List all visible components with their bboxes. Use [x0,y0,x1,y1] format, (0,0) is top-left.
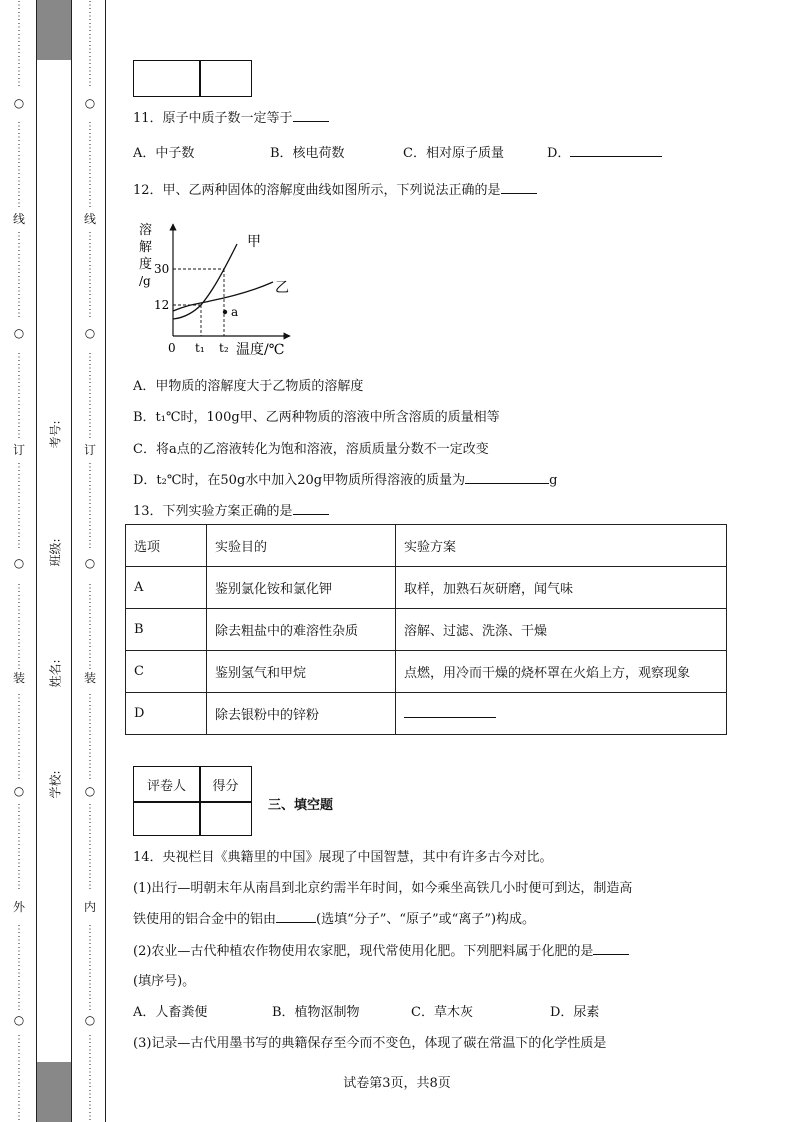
table-row [126,651,727,693]
q14-part1-line2-a: 铁使用的铝合金中的铝由 [133,912,277,927]
inner-circle-4: ○ [84,784,96,798]
binding-strip-bottom [36,1062,71,1122]
q11-option-d-label: D． [547,146,571,161]
q14-part1-line2-b: (选填“分子”、“原子”或“离子”)构成。 [316,912,536,927]
q14-option-c: C．草木灰 [411,1005,473,1020]
binding-line-mid [71,0,72,1122]
q12-answer-blank[interactable] [501,181,537,194]
graph-xtick-t1: t₁ [195,341,205,355]
table-cell: 点燃，用冷而干燥的烧杯罩在火焰上方，观察现象 [396,651,727,693]
inner-circle-5: ○ [84,1013,96,1027]
outer-circle-4: ○ [13,784,25,798]
q12-stem-text: 12．甲、乙两种固体的溶解度曲线如图所示，下列说法正确的是 [133,183,501,198]
graph-xtick-t2: t₂ [219,341,229,355]
label-class: 班级: [48,538,63,567]
q12-option-d [133,469,557,488]
q11-option-d-blank[interactable] [570,144,662,157]
inner-circle-2: ○ [84,326,96,340]
table-header-row [126,525,727,567]
graph-ylabel-3: 度 [139,257,153,272]
table-cell: B [126,609,207,651]
q14-part1-line1: (1)出行—明朝末年从南昌到北京约需半年时间，如今乘坐高铁几小时便可到达，制造高 [133,881,633,896]
score-box-score-label: 得分 [212,779,239,794]
table-cell: 取样，加熟石灰研磨，闻气味 [396,567,727,609]
table-cell: 鉴别氢气和甲烷 [207,651,396,693]
q12-option-b: B．t₁℃时，100g甲、乙两种物质的溶液中所含溶质的质量相等 [133,410,500,425]
outer-dot-column: ⋮ ⋮ ⋮ ⋮ ⋮ ⋮ ⋮ ⋮ ⋮ ⋮ ⋮ ⋮ ⋮ ⋮ ⋮ ⋮ ⋮ ⋮ ⋮ ⋮ ⋮ ⋮ ⋮ ⋮ ⋮ ⋮ ⋮ ⋮ ⋮ ⋮ ⋮ ⋮ ⋮ ⋮ ⋮ ⋮ ⋮ ⋮ ⋮ ⋮ ⋮ ⋮ ⋮ ⋮ ⋮ ⋮ ⋮ ⋮ ⋮ ⋮ ⋮ ⋮ ⋮ ⋮ ⋮ ⋮ ⋮ ⋮ ⋮ ⋮ ⋮ ⋮ ⋮ ⋮ ⋮ ⋮ ⋮ ⋮ ⋮ ⋮ ⋮ ⋮ ⋮ ⋮ ⋮ ⋮ ⋮ ⋮ ⋮ ⋮ [14,0,24,1122]
table-cell: 溶解、过滤、洗涤、干燥 [396,609,727,651]
top-score-box [133,60,252,97]
section3-score-box [133,766,252,836]
graph-label-jia: 甲 [247,234,261,250]
outer-char-wai: 外 [12,900,25,914]
q11-option-a: A．中子数 [133,146,195,161]
table-row [126,693,727,735]
q12-option-d-blank[interactable] [465,471,549,484]
label-exam-number: 考号: [48,420,63,449]
q14-stem: 14．央视栏目《典籍里的中国》展现了中国智慧，其中有许多古今对比。 [133,850,553,865]
q12-option-d-unit: g [549,473,558,488]
q14-part2-blank[interactable] [593,942,629,955]
table-cell: 除去粗盐中的难溶性杂质 [207,609,396,651]
q11-answer-blank[interactable] [293,109,329,122]
graph-ylabel-4: /g [139,274,151,288]
table-row [126,609,727,651]
q12-stem [133,179,537,198]
q13-table [125,524,727,735]
q14-option-d: D．尿素 [550,1005,600,1020]
inner-circle-1: ○ [84,96,96,110]
graph-label-a: a [231,305,239,319]
outer-char-zhuang: 装 [12,671,25,685]
q11-option-c: C．相对原子质量 [403,146,504,161]
score-box-reviewer-label: 评卷人 [146,779,186,794]
q11-option-b: B．核电荷数 [270,146,345,161]
q14-part2-line2: (填序号)。 [133,974,196,989]
table-cell-blank[interactable] [396,693,727,735]
table-cell: C [126,651,207,693]
inner-char-xian: 线 [83,212,96,226]
table-row [126,567,727,609]
q13-stem-text: 13．下列实验方案正确的是 [133,504,293,519]
label-school: 学校: [48,770,63,799]
q14-option-b: B．植物沤制物 [272,1005,360,1020]
curve-yi [173,282,273,311]
graph-ylabel-2: 解 [139,240,153,255]
q14-part2-line1-text: (2)农业—古代种植农作物使用农家肥，现代常使用化肥。下列肥料属于化肥的是 [133,944,594,959]
graph-ylabel-1: 溶 [139,223,153,238]
outer-circle-1: ○ [13,96,25,110]
q12-option-a: A．甲物质的溶解度大于乙物质的溶解度 [133,379,364,394]
page-footer: 试卷第3页，共8页 [343,1076,451,1091]
table-header-plan: 实验方案 [396,525,727,567]
q11-stem-text: 11．原子中质子数一定等于 [133,111,293,126]
table-cell: D [126,693,207,735]
binding-line-right [105,0,106,1122]
q14-part1-blank[interactable] [276,910,316,923]
inner-char-ding: 订 [83,443,96,457]
section3-title: 三、填空题 [268,798,334,813]
table-header-purpose: 实验目的 [207,525,396,567]
outer-char-xian: 线 [12,212,25,226]
q13-answer-blank[interactable] [293,502,329,515]
graph-label-yi: 乙 [275,280,289,296]
graph-ytick-30: 30 [154,262,170,276]
q13-row-d-blank[interactable] [404,705,496,718]
inner-char-zhuang: 装 [83,671,96,685]
q14-option-a: A．人畜粪便 [133,1005,208,1020]
table-cell: A [126,567,207,609]
outer-char-ding: 订 [12,443,25,457]
graph-ytick-12: 12 [154,298,170,312]
q12-option-d-text: D．t₂℃时，在50g水中加入20g甲物质所得溶液的质量为 [133,473,466,488]
table-header-option: 选项 [126,525,207,567]
q11-option-d [547,142,662,161]
solubility-graph [130,212,350,362]
inner-dot-column: ⋮ ⋮ ⋮ ⋮ ⋮ ⋮ ⋮ ⋮ ⋮ ⋮ ⋮ ⋮ ⋮ ⋮ ⋮ ⋮ ⋮ ⋮ ⋮ ⋮ ⋮ ⋮ ⋮ ⋮ ⋮ ⋮ ⋮ ⋮ ⋮ ⋮ ⋮ ⋮ ⋮ ⋮ ⋮ ⋮ ⋮ ⋮ ⋮ ⋮ ⋮ ⋮ ⋮ ⋮ ⋮ ⋮ ⋮ ⋮ ⋮ ⋮ ⋮ ⋮ ⋮ ⋮ ⋮ ⋮ ⋮ ⋮ ⋮ ⋮ ⋮ ⋮ ⋮ ⋮ ⋮ ⋮ ⋮ ⋮ ⋮ ⋮ ⋮ ⋮ ⋮ ⋮ ⋮ ⋮ ⋮ ⋮ ⋮ ⋮ [85,0,95,1122]
inner-circle-3: ○ [84,556,96,570]
q13-stem [133,500,329,519]
point-a [223,310,227,314]
q14-part3-line1: (3)记录—古代用墨书写的典籍保存至今而不变色，体现了碳在常温下的化学性质是 [133,1036,607,1051]
q14-part1-line2 [133,908,535,927]
q14-part2-line1 [133,940,629,959]
inner-char-nei: 内 [83,900,96,914]
outer-circle-5: ○ [13,1013,25,1027]
graph-xtick-0: 0 [168,341,176,355]
q11-stem [133,107,329,126]
table-cell: 除去银粉中的锌粉 [207,693,396,735]
graph-xlabel: 温度/℃ [236,342,285,358]
outer-circle-3: ○ [13,556,25,570]
table-cell: 鉴别氯化铵和氯化钾 [207,567,396,609]
outer-circle-2: ○ [13,326,25,340]
binding-strip-top [36,0,71,60]
label-name: 姓名: [48,659,63,688]
q12-option-c: C．将a点的乙溶液转化为饱和溶液，溶质质量分数不一定改变 [133,442,489,457]
binding-line-left [36,0,37,1122]
